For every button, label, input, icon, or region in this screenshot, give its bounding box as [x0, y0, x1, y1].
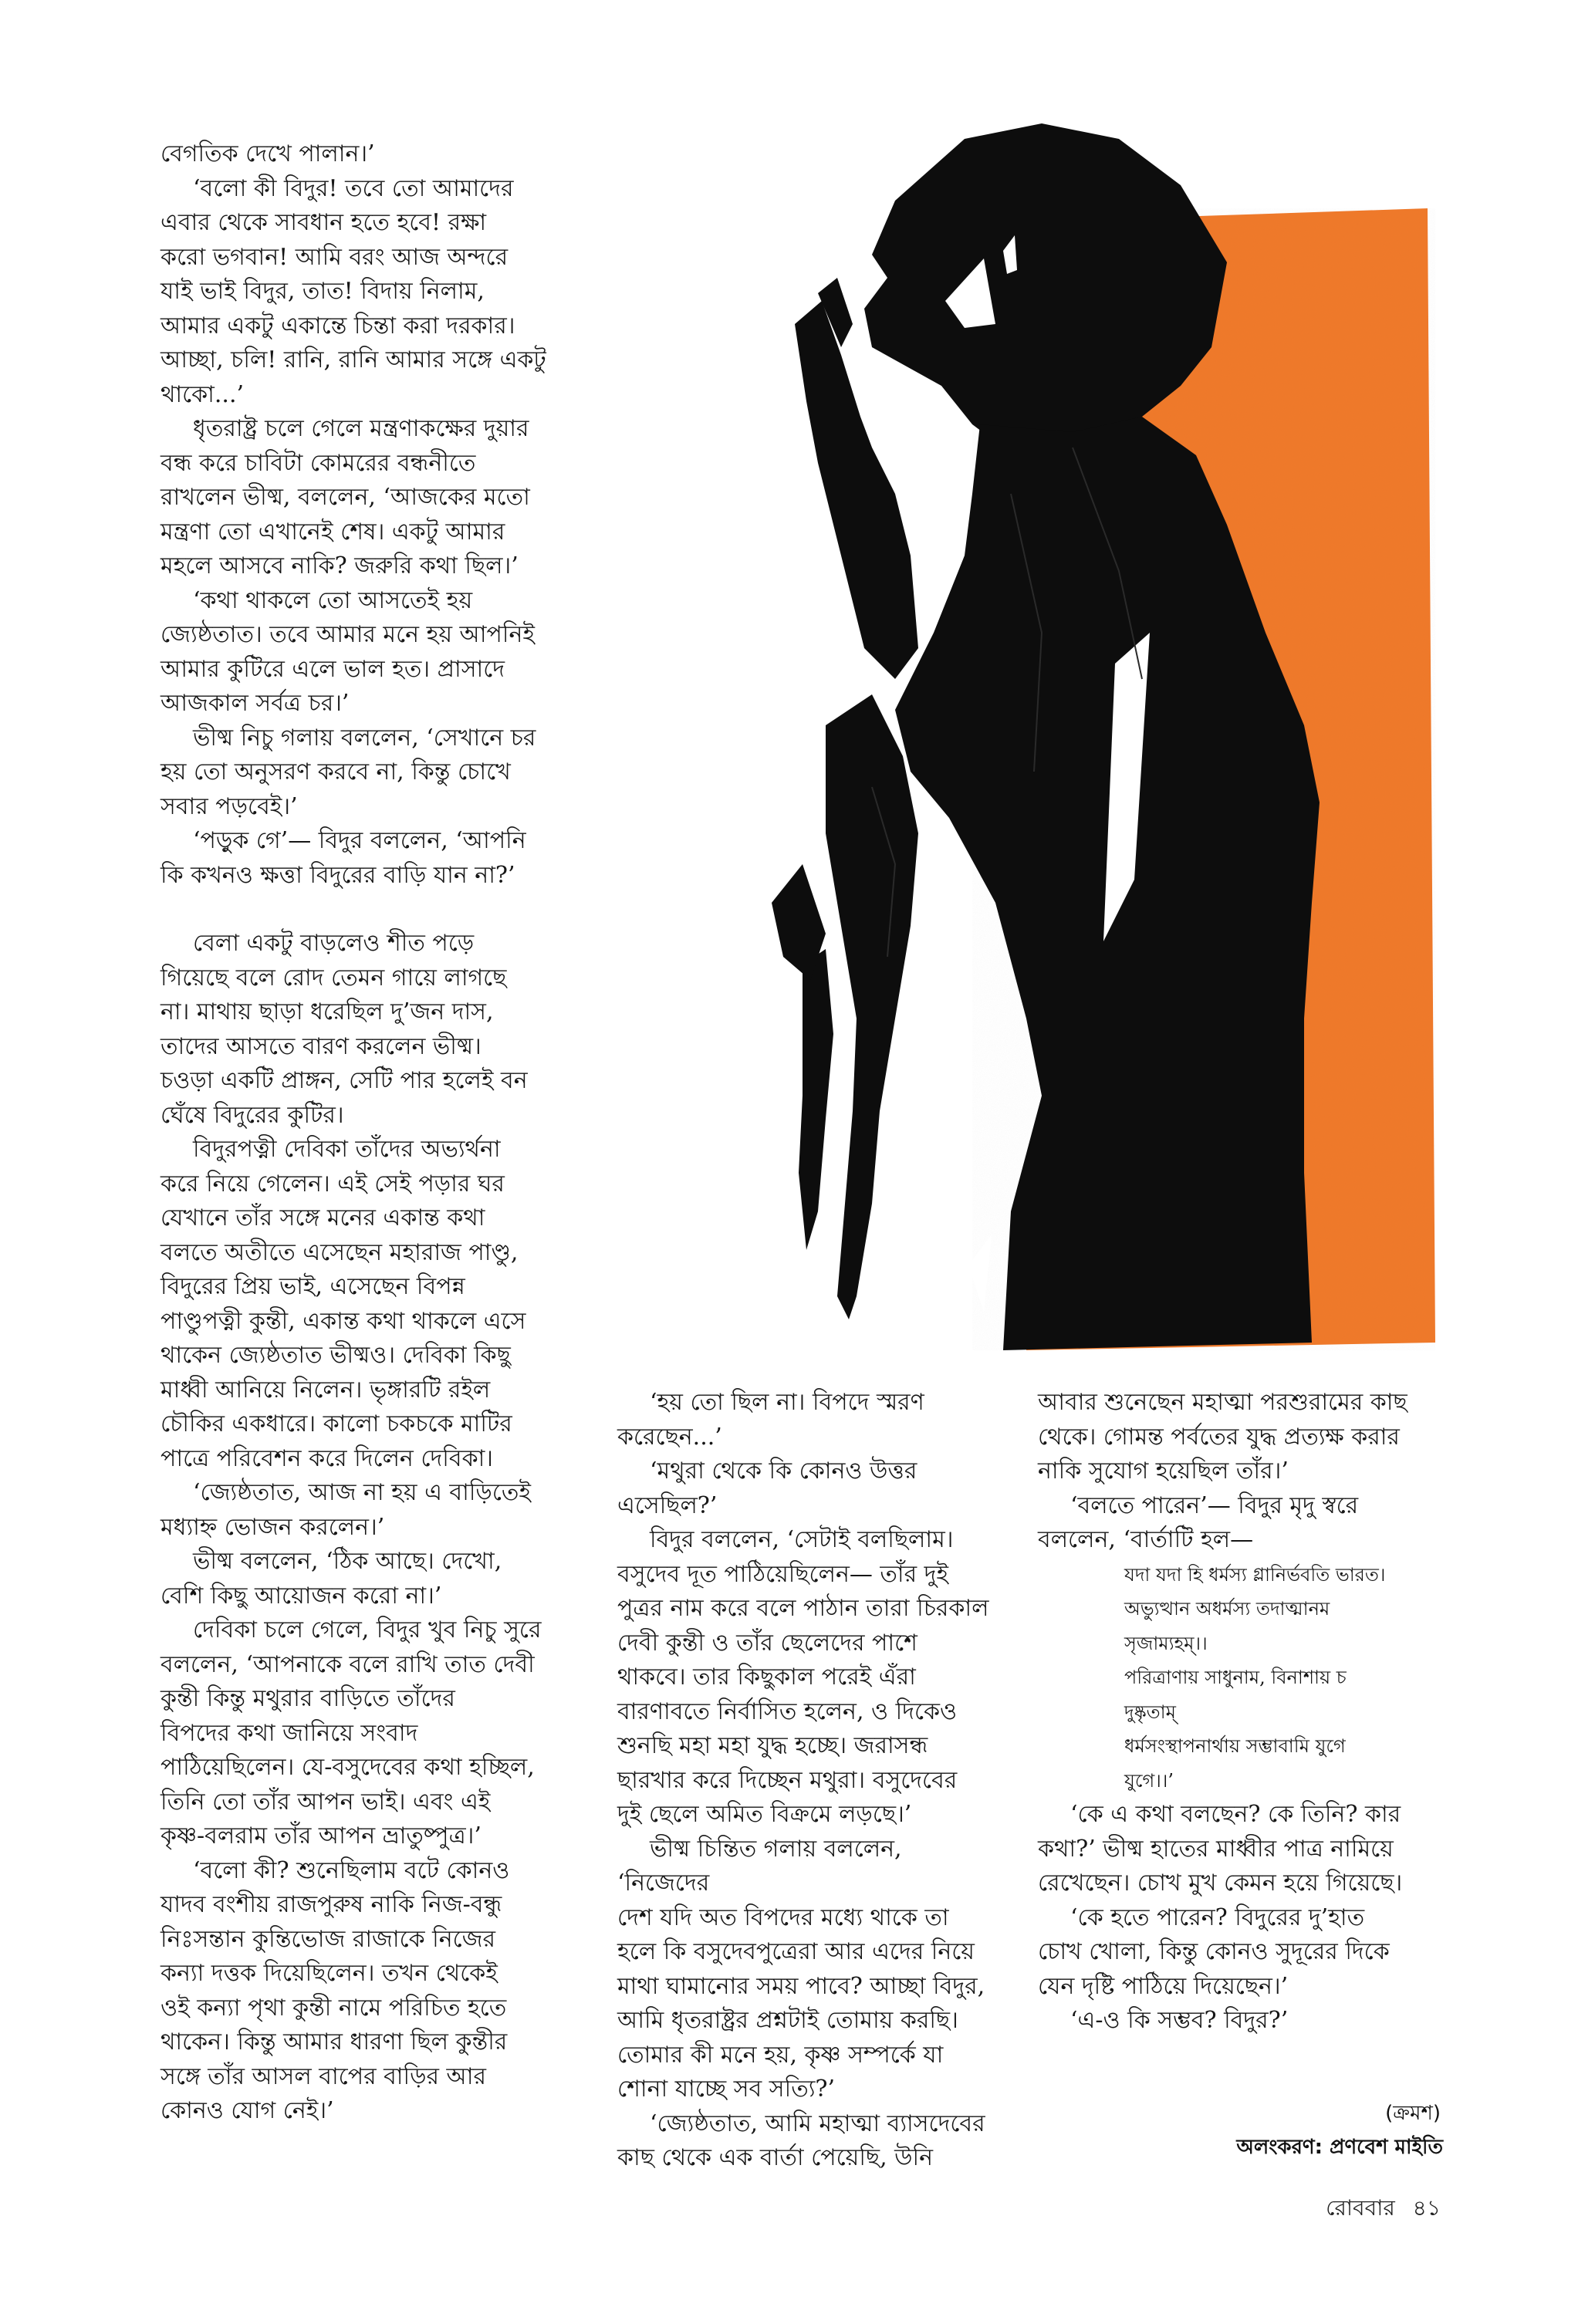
- paragraph: বেলা একটু বাড়লেও শীত পড়ে গিয়েছে বলে রোদ তেমন গায়ে লাগছে না। মাথায় ছাড়া ধরেছিল দু’জন দাস, তাদের আসতে বারণ করলেন ভীষ্ম। চওড়া একটি প্রাঙ্গন, সেটি পার হলেই বন ঘেঁষে বিদুরের কুটির।: [161, 930, 528, 1129]
- paragraph: বেগতিক দেখে পালান।’: [161, 140, 375, 167]
- paragraph: ‘কে হতে পারেন? বিদুরের দু’হাত চোখ খোলা, কিন্তু কোনও সুদূরের দিকে যেন দৃষ্টি পাঠিয়ে দিয়েছেন।’: [1038, 1903, 1390, 2000]
- silhouette-figure-image: [640, 93, 1443, 1358]
- paragraph: ধৃতরাষ্ট্র চলে গেলে মন্ত্রণাকক্ষের দুয়ার বন্ধ করে চাবিটা কোমরের বন্ধনীতে রাখলেন ভীষ্ম, বললেন, ‘আজকের মতো মন্ত্রণা তো এখানেই শেষ। একটু আমার মহলে আসবে নাকি? জরুরি কথা ছিল।’: [161, 415, 530, 579]
- sanskrit-verse-block: [1124, 1558, 1447, 1799]
- paragraph: ‘পড়ুক গে’— বিদুর বললেন, ‘আপনি কি কখনও ক্ষত্তা বিদুরের বাড়ি যান না?’: [161, 827, 526, 889]
- paragraph: ‘বলতে পারেন’— বিদুর মৃদু স্বরে বললেন, ‘বার্তাটি হল—: [1038, 1491, 1359, 1553]
- paragraph: ‘কথা থাকলে তো আসতেই হয় জ্যেষ্ঠতাত। তবে আমার মনে হয় আপনিই আমার কুটিরে এলে ভাল হত। প্রাসাদে আজকাল সর্বত্র চর।’: [161, 586, 536, 717]
- paragraph: ‘কে এ কথা বলছেন? কে তিনি? কার কথা?’ ভীষ্ম হাতের মাধ্বীর পাত্র নামিয়ে রেখেছেন। চোখ মুখ কেমন হয়ে গিয়েছে।: [1038, 1801, 1403, 1897]
- verse-line: সৃজাম্যহম্।।: [1124, 1632, 1208, 1654]
- illustration-credit: অলংকরণ: প্রণবেশ মাইতি: [1236, 2136, 1443, 2159]
- verse-line: যুগে।।’: [1124, 1769, 1174, 1792]
- verse-line: ধর্মসংস্থাপনার্থায় সম্ভাবামি যুগে: [1124, 1735, 1346, 1757]
- paragraph: ‘মথুরা থেকে কি কোনও উত্তর এসেছিল?’: [617, 1458, 917, 1519]
- page-number: ৪১: [1412, 2195, 1441, 2221]
- paragraph: দেবিকা চলে গেলে, বিদুর খুব নিচু সুরে বললেন, ‘আপনাকে বলে রাখি তাত দেবী কুন্তী কিন্তু মথুরার বাড়িতে তাঁদের বিপদের কথা জানিয়ে সংবাদ পাঠিয়েছিলেন। যে-বসুদেবের কথা হচ্ছিল, তিনি তো তাঁর আপন ভাই। এবং এই কৃষ্ণ-বলরাম তাঁর আপন ভ্রাতুষ্পুত্র।’: [161, 1616, 542, 1849]
- right-column-continuation: [1038, 1798, 1447, 2039]
- paragraph: বিদুরপত্নী দেবিকা তাঁদের অভ্যর্থনা করে নিয়ে গেলেন। এই সেই পড়ার ঘর যেখানে তাঁর সঙ্গে মনের একান্ত কথা বলতে অতীতে এসেছেন মহারাজ পাণ্ডু, বিদুরের প্রিয় ভাই, এসেছেন বিপন্ন পাণ্ডুপত্নী কুন্তী, একান্ত কথা থাকলে এসে থাকেন জ্যেষ্ঠতাত ভীষ্মও। দেবিকা কিছু মাধ্বী আনিয়ে নিলেন। ভৃঙ্গারটি রইল চৌকির একধারে। কালো চকচকে মাটির পাত্রে পরিবেশন করে দিলেন দেবিকা।: [161, 1136, 526, 1472]
- paragraph: ‘জ্যেষ্ঠতাত, আজ না হয় এ বাড়িতেই মধ্যাহ্ন ভোজন করলেন।’: [161, 1479, 531, 1541]
- article-column-right: [1038, 1386, 1447, 2039]
- paragraph: ভীষ্ম বললেন, ‘ঠিক আছে। দেখো, বেশি কিছু আয়োজন করো না।’: [161, 1548, 502, 1610]
- page-footer: [1315, 2191, 1441, 2228]
- paragraph: ‘জ্যেষ্ঠতাত, আমি মহাত্মা ব্যাসদেবের কাছ থেকে এক বার্তা পেয়েছি, উনি: [617, 2110, 985, 2171]
- article-column-left: [161, 137, 569, 2129]
- article-column-middle: [617, 1386, 999, 2176]
- paragraph: ‘এ-ও কি সম্ভব? বিদুর?’: [1070, 2007, 1289, 2034]
- paragraph: ‘হয় তো ছিল না। বিপদে স্মরণ করেছেন...’: [617, 1389, 924, 1451]
- paragraph: ভীষ্ম চিন্তিত গলায় বললেন, ‘নিজেদের দেশ যদি অত বিপদের মধ্যে থাকে তা হলে কি বসুদেবপুত্রেরা আর এদের নিয়ে মাথা ঘামানোর সময় পাবে? আচ্ছা বিদুর, আমি ধৃতরাষ্ট্রর প্রশ্নটাই তোমায় করছি। তোমার কী মনে হয়, কৃষ্ণ সম্পর্কে যা শোনা যাচ্ছে সব সত্যি?’: [617, 1835, 985, 2103]
- paragraph: বিদুর বললেন, ‘সেটাই বলছিলাম। বসুদেব দূত পাঠিয়েছিলেন— তাঁর দুই পুত্রর নাম করে বলে পাঠান তারা চিরকাল দেবী কুন্তী ও তাঁর ছেলেদের পাশে থাকবে। তার কিছুকাল পরেই এঁরা বারণাবতে নির্বাসিত হলেন, ও দিকেও শুনছি মহা মহা যুদ্ধ হচ্ছে। জরাসন্ধ ছারখার করে দিচ্ছেন মথুরা। বসুদেবের দুই ছেলে অমিত বিক্রমে লড়ছে।’: [617, 1526, 989, 1828]
- continued-label: (ক্রমশ): [1385, 2102, 1441, 2125]
- papercut-illustration: [640, 93, 1443, 1358]
- paragraph: ভীষ্ম নিচু গলায় বললেন, ‘সেখানে চর হয় তো অনুসরণ করবে না, কিন্তু চোখে সবার পড়বেই।’: [161, 724, 536, 820]
- right-column-intro: [1038, 1386, 1447, 1558]
- paragraph: ‘বলো কী? শুনেছিলাম বটে কোনও যাদব বংশীয় রাজপুরুষ নাকি নিজ-বন্ধু নিঃসন্তান কুন্তিভোজ রাজাকে নিজের কন্যা দত্তক দিয়েছিলেন। তখন থেকেই ওই কন্যা পৃথা কুন্তী নামে পরিচিত হতে থাকেন। কিন্তু আমার ধারণা ছিল কুন্তীর সঙ্গে তাঁর আসল বাপের বাড়ির আর কোনও যোগ নেই।’: [161, 1856, 510, 2124]
- verse-line: যদা যদা হি ধর্মস্য গ্লানির্ভবতি ভারত।: [1124, 1563, 1386, 1586]
- paragraph: ‘বলো কী বিদুর! তবে তো আমাদের এবার থেকে সাবধান হতে হবে! রক্ষা করো ভগবান! আমি বরং আজ অন্দরে যাই ভাই বিদুর, তাত! বিদায় নিলাম, আমার একটু একান্তে চিন্তা করা দরকার। আচ্ছা, চলি! রানি, রানি আমার সঙ্গে একটু থাকো...’: [161, 174, 546, 408]
- magazine-name: রোববার: [1326, 2195, 1395, 2221]
- paragraph: আবার শুনেছেন মহাত্মা পরশুরামের কাছ থেকে। গোমন্ত পর্বতের যুদ্ধ প্রত্যক্ষ করার নাকি সুযোগ হয়েছিল তাঁর।’: [1038, 1389, 1407, 1485]
- verse-line: অভ্যুত্থান অধর্মস্য তদাত্মানম: [1124, 1598, 1330, 1620]
- verse-line: দুষ্কৃতাম্: [1124, 1701, 1176, 1723]
- verse-line: পরিত্রাণায় সাধুনাম, বিনাশায় চ: [1124, 1667, 1347, 1688]
